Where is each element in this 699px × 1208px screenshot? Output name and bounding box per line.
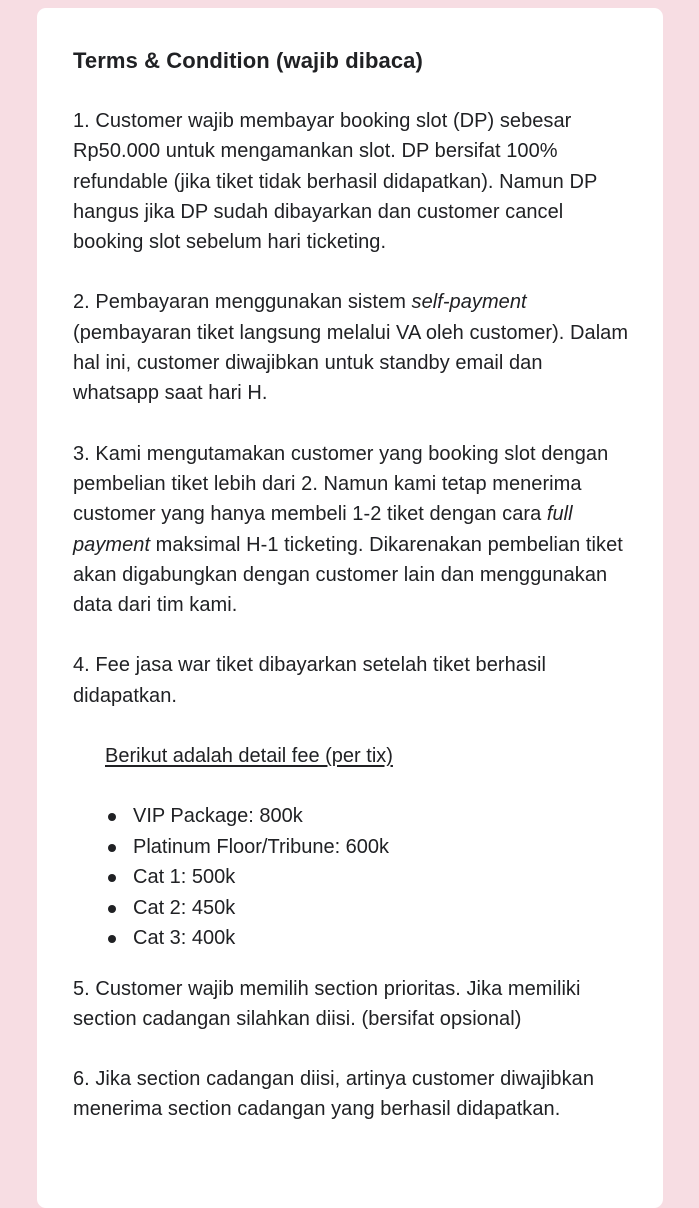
- fee-item: [133, 832, 633, 863]
- term-1: 1. Customer wajib membayar booking slot (DP) sebesar Rp50.000 untuk mengamankan slot. DP bersifat 100% refundable (jika tiket tidak berhasil didapatkan). Namun DP hangus jika DP sudah dibayarkan dan customer cancel booking slot sebelum hari ticketing.: [73, 110, 597, 254]
- fee-item: [133, 893, 633, 924]
- fee-detail-heading: Berikut adalah detail fee (per tix): [105, 745, 393, 768]
- term-3: [73, 439, 633, 621]
- bullet-icon: [108, 844, 116, 852]
- term-4: 4. Fee jasa war tiket dibayarkan setelah tiket berhasil didapatkan.: [73, 654, 546, 707]
- fee-item-label: Cat 3: 400k: [133, 927, 236, 950]
- fee-item-label: Platinum Floor/Tribune: 600k: [133, 835, 390, 858]
- term-5: 5. Customer wajib memilih section prioritas. Jika memiliki section cadangan silahkan diisi. (bersifat opsional): [73, 977, 581, 1030]
- bullet-icon: [108, 874, 116, 882]
- fee-item-label: Cat 1: 500k: [133, 866, 236, 889]
- bullet-icon: [108, 935, 116, 943]
- term-2-italic: self-payment: [411, 291, 527, 314]
- term-3-text-start: 3. Kami mengutamakan customer yang booking slot dengan pembelian tiket lebih dari 2. Namun kami tetap menerima customer yang hanya membeli 1-2 tiket dengan cara: [73, 442, 609, 526]
- fee-item: [133, 801, 633, 832]
- fee-item-label: VIP Package: 800k: [133, 805, 303, 828]
- term-3-italic: full payment: [73, 503, 573, 556]
- term-3-text-end: maksimal H-1 ticketing. Dikarenakan pembelian tiket akan digabungkan dengan customer lain dan menggunakan data dari tim kami.: [73, 533, 623, 617]
- bullet-icon: [108, 905, 116, 913]
- fee-item: [133, 923, 633, 954]
- term-2-text-end: (pembayaran tiket langsung melalui VA oleh customer). Dalam hal ini, customer diwajibkan untuk standby email dan whatsapp saat hari H.: [73, 321, 629, 405]
- term-6: 6. Jika section cadangan diisi, artinya customer diwajibkan menerima section cadangan yang berhasil didapatkan.: [73, 1068, 594, 1121]
- fee-item: [133, 862, 633, 893]
- fee-item-label: Cat 2: 450k: [133, 896, 236, 919]
- bullet-icon: [108, 813, 116, 821]
- terms-card: [37, 8, 663, 1208]
- term-2-text-start: 2. Pembayaran menggunakan sistem: [73, 291, 412, 314]
- terms-title: Terms & Condition (wajib dibaca): [73, 48, 423, 73]
- fee-list: [73, 801, 633, 954]
- term-2: [73, 287, 633, 408]
